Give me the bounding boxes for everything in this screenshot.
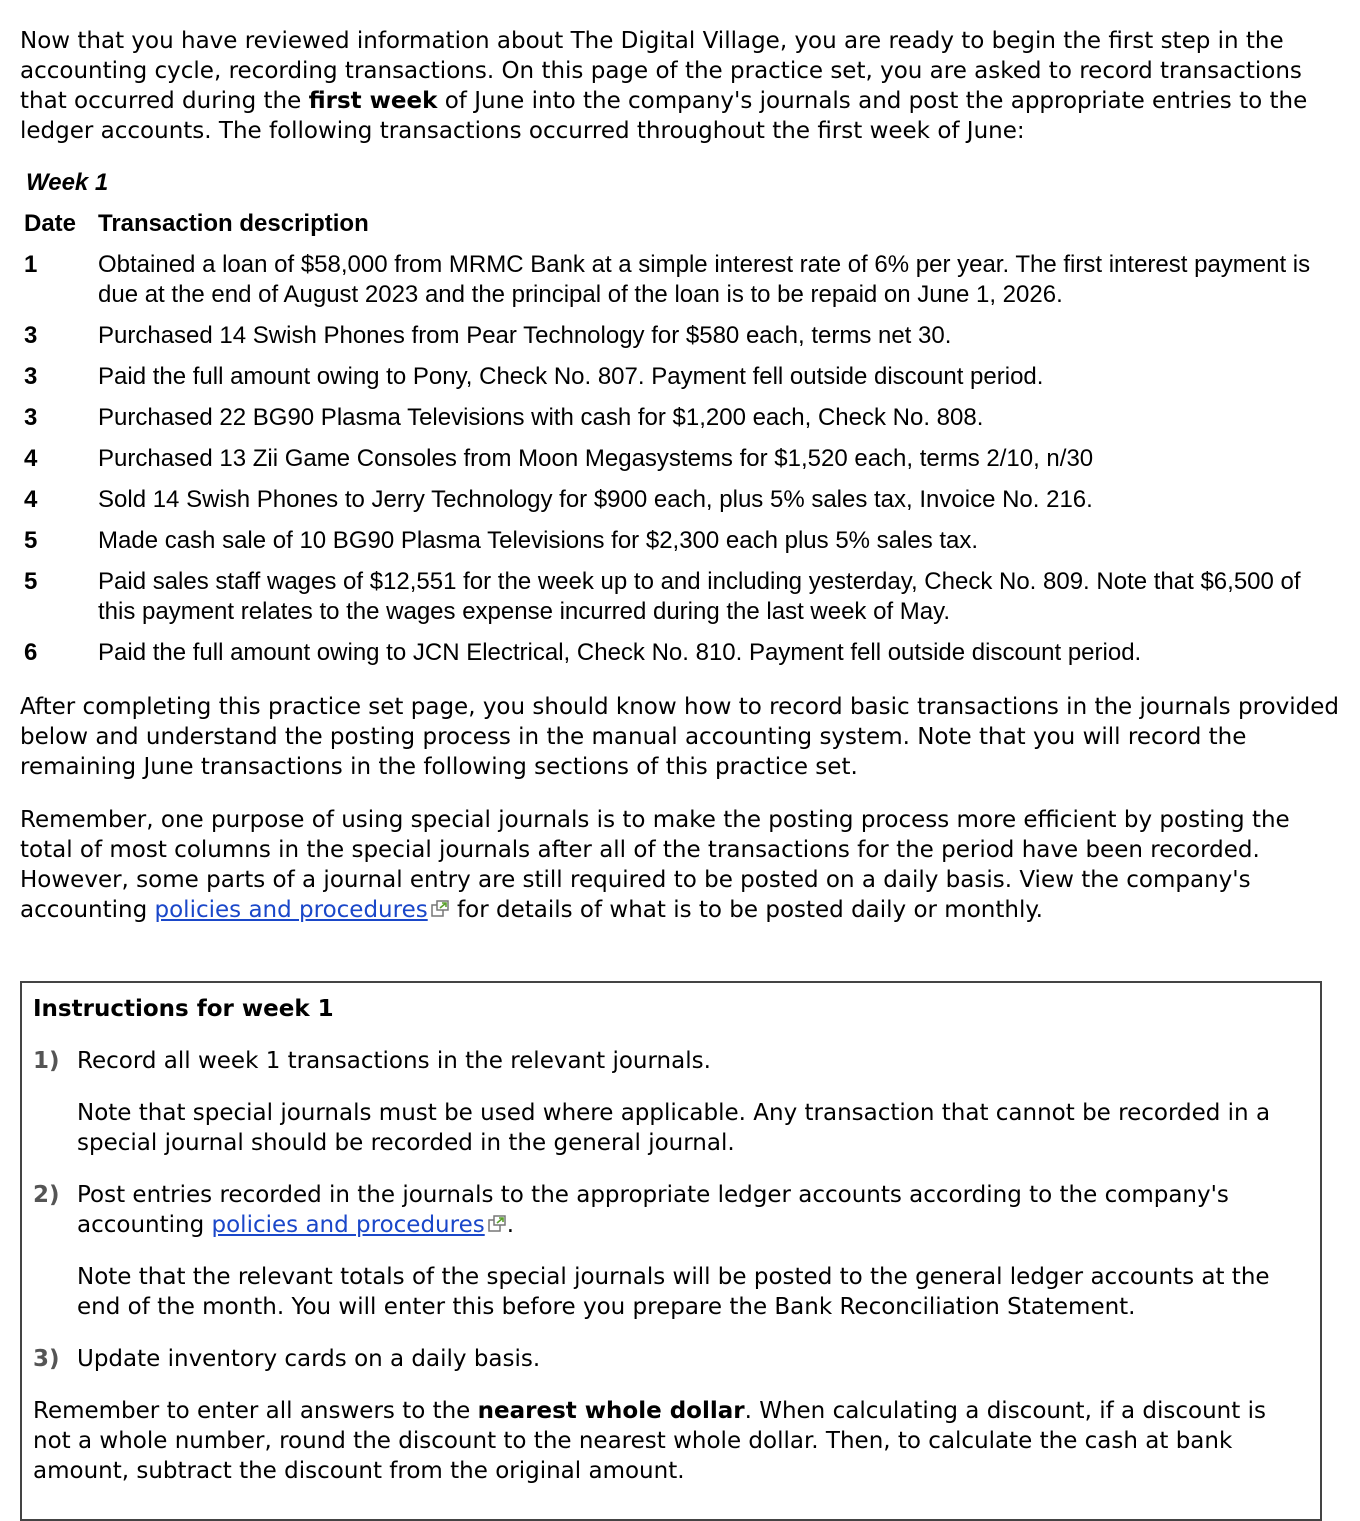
row-date: 3 bbox=[24, 322, 38, 349]
row-description: Purchased 13 Zii Game Consoles from Moon Megasystems for $1,520 each, terms 2/10, n/30 bbox=[98, 445, 1094, 472]
table-row bbox=[24, 638, 1340, 679]
step-text: Update inventory cards on a daily basis. bbox=[77, 1346, 541, 1372]
row-description: Purchased 14 Swish Phones from Pear Technology for $580 each, terms net 30. bbox=[98, 322, 952, 349]
row-date: 3 bbox=[24, 404, 38, 431]
table-row bbox=[24, 526, 1340, 567]
row-description: Paid the full amount owing to JCN Electrical, Check No. 810. Payment fell outside discount period. bbox=[98, 639, 1142, 666]
final-text-1: Remember to enter all answers to the bbox=[33, 1398, 478, 1424]
instruction-step-1 bbox=[33, 1046, 1309, 1158]
row-date: 1 bbox=[24, 251, 38, 278]
row-description: Made cash sale of 10 BG90 Plasma Televisions for $2,300 each plus 5% sales tax. bbox=[98, 527, 979, 554]
external-link-icon[interactable] bbox=[430, 899, 450, 919]
row-date: 5 bbox=[24, 527, 38, 554]
instructions-title: Instructions for week 1 bbox=[33, 996, 334, 1022]
remember-paragraph bbox=[20, 805, 1340, 925]
intro-bold: first week bbox=[308, 88, 438, 114]
step-number: 2) bbox=[33, 1182, 60, 1208]
intro-text-2: of June into the company's journals and post the appropriate entries to the ledger accounts. The following transactions occurred throughout the first week of June: bbox=[20, 88, 1308, 144]
instructions-box bbox=[20, 981, 1322, 1521]
row-description: Purchased 22 BG90 Plasma Televisions with cash for $1,200 each, Check No. 808. bbox=[98, 404, 984, 431]
row-date: 5 bbox=[24, 568, 38, 595]
row-description: Paid the full amount owing to Pony, Check No. 807. Payment fell outside discount period. bbox=[98, 363, 1044, 390]
instruction-step-2 bbox=[33, 1180, 1309, 1322]
intro-paragraph bbox=[20, 26, 1340, 146]
final-note bbox=[33, 1396, 1309, 1486]
table-row bbox=[24, 485, 1340, 526]
row-description: Obtained a loan of $58,000 from MRMC Bank at a simple interest rate of 6% per year. The first interest payment is due at the end of August 2023 and the principal of the loan is to be repaid on June 1, 2026. bbox=[98, 251, 1311, 308]
step-note: Note that special journals must be used where applicable. Any transaction that cannot be recorded in a special journal should be recorded in the general journal. bbox=[77, 1100, 1271, 1156]
final-text-2: . When calculating a discount, if a discount is not a whole number, round the discount to the nearest whole dollar. Then, to calculate the cash at bank amount, subtract the discount from the original amount. bbox=[33, 1398, 1266, 1484]
table-row bbox=[24, 567, 1340, 638]
step-text: Record all week 1 transactions in the relevant journals. bbox=[77, 1048, 711, 1074]
table-row bbox=[24, 321, 1340, 362]
step-text bbox=[77, 1180, 1309, 1240]
row-date: 4 bbox=[24, 445, 38, 472]
intro-text-1: Now that you have reviewed information about The Digital Village, you are ready to begin the first step in the accounting cycle, recording transactions. On this page of the practice set, you are asked to record transactions that occurred during the bbox=[20, 28, 1302, 114]
after-paragraph: After completing this practice set page, you should know how to record basic transactions in the journals provided below and understand the posting process in the manual accounting system. Note that you will record the remaining June transactions in the following sections of this practice set. bbox=[20, 694, 1339, 780]
step-number: 1) bbox=[33, 1048, 60, 1074]
table-row bbox=[24, 362, 1340, 403]
row-description: Paid sales staff wages of $12,551 for the week up to and including yesterday, Check No. 809. Note that $6,500 of this payment relates to the wages expense incurred during the last week of May. bbox=[98, 568, 1301, 625]
row-date: 4 bbox=[24, 486, 38, 513]
remember-text-1: Remember, one purpose of using special journals is to make the posting process more efficient by posting the total of most columns in the special journals after all of the transactions for the period have been recorded. However, some parts of a journal entry are still required to be posted on a daily basis. View the company's accounting bbox=[20, 807, 1290, 923]
row-date: 3 bbox=[24, 363, 38, 390]
step-text-end: . bbox=[506, 1212, 515, 1238]
remember-text-2: for details of what is to be posted daily or monthly. bbox=[457, 897, 1043, 923]
step-number: 3) bbox=[33, 1346, 60, 1372]
row-date: 6 bbox=[24, 639, 38, 666]
instruction-step-3 bbox=[33, 1344, 1309, 1374]
table-row bbox=[24, 444, 1340, 485]
table-row bbox=[24, 403, 1340, 444]
header-description: Transaction description bbox=[98, 210, 369, 237]
week-title: Week 1 bbox=[26, 169, 109, 196]
step-note: Note that the relevant totals of the special journals will be posted to the general ledger accounts at the end of the month. You will enter this before you prepare the Bank Reconciliation Statement. bbox=[77, 1264, 1270, 1320]
transactions-table bbox=[24, 209, 1340, 679]
step-text-part: Post entries recorded in the journals to the appropriate ledger accounts according to the company's accounting bbox=[77, 1182, 1229, 1238]
table-row bbox=[24, 250, 1340, 321]
final-bold: nearest whole dollar bbox=[477, 1398, 745, 1424]
row-description: Sold 14 Swish Phones to Jerry Technology for $900 each, plus 5% sales tax, Invoice No. 216. bbox=[98, 486, 1093, 513]
header-date: Date bbox=[24, 210, 77, 237]
policies-link[interactable]: policies and procedures bbox=[154, 897, 428, 923]
page-content bbox=[20, 26, 1340, 925]
external-link-icon[interactable] bbox=[487, 1214, 507, 1234]
table-header-row bbox=[24, 209, 1340, 250]
policies-link[interactable]: policies and procedures bbox=[211, 1212, 485, 1238]
